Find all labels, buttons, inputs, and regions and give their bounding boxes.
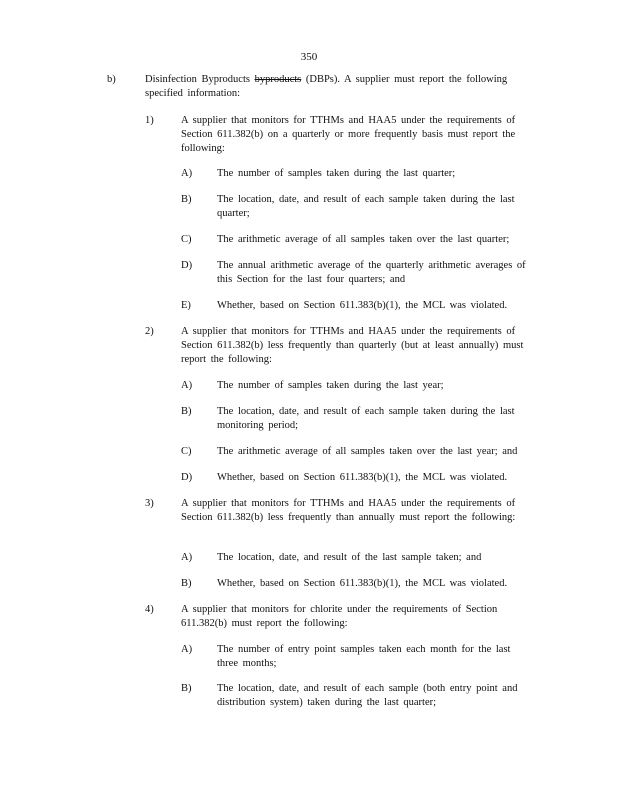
item-3-sub-b-text: Whether, based on Section 611.383(b)(1), the MCL was violated. [217, 578, 508, 589]
item-4-text: A supplier that monitors for chlorite under the requirements of Section 611.382(b) must report the following: [181, 604, 498, 629]
item-1-sub-c-text: The arithmetic average of all samples taken over the last quarter; [217, 234, 510, 245]
item-3-text: A supplier that monitors for TTHMs and HAA5 under the requirements of Section 611.382(b) less frequently than annually must report the following: [181, 498, 516, 523]
item-2-sub-b-label: B) [181, 406, 192, 417]
item-1-sub-b-label: B) [181, 194, 192, 205]
item-3-label: 3) [145, 498, 154, 509]
item-4-sub-b-label: B) [181, 683, 192, 694]
item-2-sub-a-text: The number of samples taken during the last year; [217, 380, 444, 391]
item-2-sub-b-text: The location, date, and result of each sample taken during the last monitoring period; [217, 406, 515, 431]
page-number: 350 [300, 51, 318, 63]
item-1-sub-d-label: D) [181, 260, 193, 271]
item-2-sub-a-label: A) [181, 380, 193, 391]
item-2-sub-d-text: Whether, based on Section 611.383(b)(1), the MCL was violated. [217, 472, 508, 483]
item-4-label: 4) [145, 604, 154, 615]
item-2-sub-c-label: C) [181, 446, 192, 457]
item-1-text: A supplier that monitors for TTHMs and HAA5 under the requirements of Section 611.382(b) on a quarterly or more frequently basis must report the following: [181, 115, 516, 154]
item-2-sub-d-label: D) [181, 472, 193, 483]
item-3-sub-b-label: B) [181, 578, 192, 589]
item-1-sub-c-label: C) [181, 234, 192, 245]
item-2-sub-c-text: The arithmetic average of all samples taken over the last year; and [217, 446, 518, 457]
item-1-sub-d-text: The annual arithmetic average of the quarterly arithmetic averages of this Section for the last four quarters; and [217, 260, 526, 285]
item-1-sub-a-text: The number of samples taken during the last quarter; [217, 168, 456, 179]
item-4-sub-a-label: A) [181, 644, 193, 655]
item-3-sub-a-text: The location, date, and result of the last sample taken; and [217, 552, 482, 563]
section-intro-text-post: (DBPs). A supplier must report the following specified information: [145, 74, 508, 99]
item-1-sub-e-text: Whether, based on Section 611.383(b)(1), the MCL was violated. [217, 300, 508, 311]
item-4-sub-b-text: The location, date, and result of each sample (both entry point and distribution system) taken during the last quarter; [217, 683, 518, 708]
section-intro-text-pre: Disinfection Byproducts [145, 74, 250, 85]
item-3-sub-a-label: A) [181, 552, 193, 563]
item-4-sub-a-text: The number of entry point samples taken each month for the last three months; [217, 644, 511, 669]
section-intro-struck-text: byproducts [254, 74, 302, 85]
item-2-text: A supplier that monitors for TTHMs and HAA5 under the requirements of Section 611.382(b) less frequently than quarterly (but at least annually) must report the following: [181, 326, 524, 365]
item-1-sub-b-text: The location, date, and result of each sample taken during the last quarter; [217, 194, 515, 219]
item-1-sub-e-label: E) [181, 300, 191, 311]
item-1-sub-a-label: A) [181, 168, 193, 179]
item-1-label: 1) [145, 115, 154, 126]
section-label: b) [107, 74, 116, 85]
section-intro [145, 73, 540, 101]
item-2-label: 2) [145, 326, 154, 337]
